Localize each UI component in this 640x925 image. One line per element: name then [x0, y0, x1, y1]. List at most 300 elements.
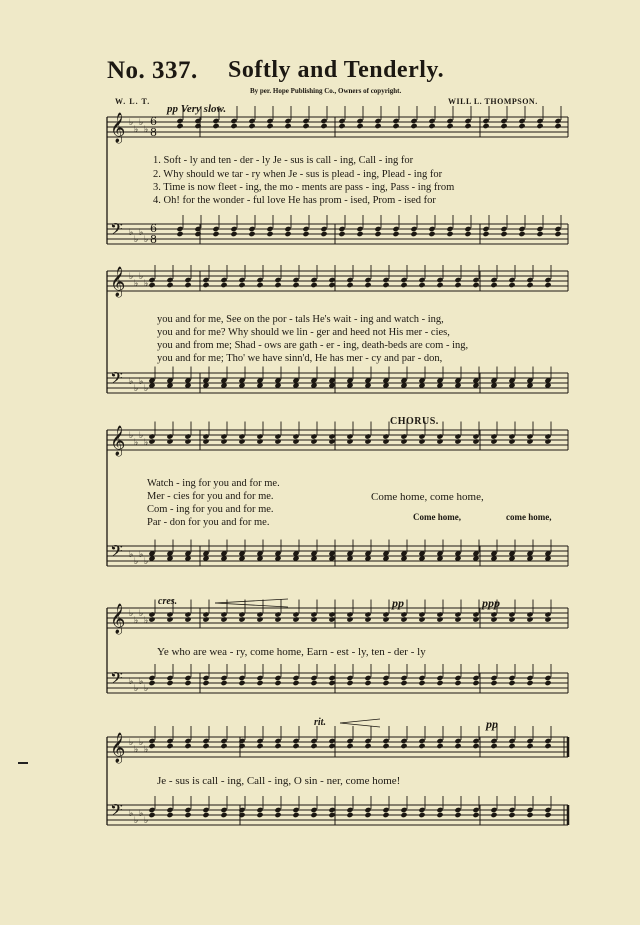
verse-line-1-3: 3. Time is now fleet - ing, the mo - ments are pass - ing, Pass - ing from — [153, 182, 455, 193]
note-head — [446, 118, 453, 124]
clef-glyph: 𝄢 — [110, 800, 123, 824]
note-head — [346, 438, 353, 444]
note-head — [302, 123, 309, 129]
clef-glyph: ♭ — [134, 384, 139, 394]
note-head — [184, 616, 191, 622]
note-head — [436, 616, 443, 622]
clef-glyph: 𝄢 — [110, 368, 123, 392]
note-head — [526, 812, 533, 818]
note-head — [176, 226, 183, 232]
note-head — [472, 812, 479, 818]
note-head — [284, 226, 291, 232]
note-head — [454, 611, 461, 617]
note-head — [554, 123, 561, 129]
note-head — [454, 616, 461, 622]
note-head — [202, 812, 209, 818]
note-head — [320, 226, 327, 232]
note-head — [508, 812, 515, 818]
note-head — [364, 438, 371, 444]
note-head — [274, 675, 281, 681]
note-head — [454, 738, 461, 744]
note-head — [220, 812, 227, 818]
note-head — [274, 743, 281, 749]
note-head — [184, 743, 191, 749]
note-head — [526, 738, 533, 744]
note-head — [490, 738, 497, 744]
note-head — [400, 675, 407, 681]
hymn-title: Softly and Tenderly. — [228, 57, 445, 83]
note-head — [148, 282, 155, 288]
note-head — [454, 680, 461, 686]
clef-glyph: ♭ — [129, 272, 134, 282]
note-head — [526, 611, 533, 617]
clef-glyph: ♭ — [139, 550, 144, 560]
clef-glyph: ♭ — [129, 377, 134, 387]
note-head — [238, 282, 245, 288]
note-head — [392, 231, 399, 237]
note-head — [436, 277, 443, 283]
note-head — [310, 675, 317, 681]
note-head — [256, 807, 263, 813]
note-head — [400, 807, 407, 813]
note-head — [148, 611, 155, 617]
note-head — [364, 616, 371, 622]
clef-glyph: ♭ — [144, 616, 149, 626]
clef-glyph: ♭ — [129, 677, 134, 687]
clef-glyph: ♭ — [144, 745, 149, 755]
note-head — [176, 123, 183, 129]
note-head — [418, 743, 425, 749]
note-head — [400, 611, 407, 617]
note-head — [256, 812, 263, 818]
note-head — [382, 743, 389, 749]
note-head — [400, 282, 407, 288]
note-head — [436, 433, 443, 439]
clefs — [110, 112, 157, 826]
note-head — [508, 738, 515, 744]
note-head — [508, 611, 515, 617]
note-head — [238, 438, 245, 444]
note-head — [230, 123, 237, 129]
verse-line-3-2: Mer - cies for you and for me. — [147, 491, 274, 502]
note-head — [346, 282, 353, 288]
note-head — [238, 743, 245, 749]
note-head — [346, 433, 353, 439]
note-head — [428, 118, 435, 124]
note-head — [544, 611, 551, 617]
note-head — [220, 675, 227, 681]
note-head — [418, 675, 425, 681]
note-head — [364, 282, 371, 288]
note-head — [274, 616, 281, 622]
note-head — [382, 675, 389, 681]
note-head — [256, 282, 263, 288]
note-head — [554, 118, 561, 124]
note-head — [364, 611, 371, 617]
note-head — [490, 807, 497, 813]
lyrics-line-4: Ye who are wea - ry, come home, Earn - est - ly, ten - der - ly — [157, 646, 426, 658]
note-head — [410, 123, 417, 129]
note-head — [310, 277, 317, 283]
note-head — [464, 118, 471, 124]
note-head — [148, 277, 155, 283]
clef-glyph: ♭ — [144, 816, 149, 826]
note-head — [346, 743, 353, 749]
note-head — [490, 438, 497, 444]
note-head — [356, 123, 363, 129]
note-head — [382, 277, 389, 283]
note-head — [544, 743, 551, 749]
note-head — [320, 231, 327, 237]
copyright-notice: By per. Hope Publishing Co., Owners of copyright. — [250, 87, 402, 95]
note-head — [310, 812, 317, 818]
note-head — [230, 118, 237, 124]
clef-glyph: ♭ — [134, 557, 139, 567]
note-head — [554, 226, 561, 232]
note-head — [292, 433, 299, 439]
note-head — [374, 123, 381, 129]
note-head — [184, 807, 191, 813]
note-head — [266, 231, 273, 237]
note-head — [490, 812, 497, 818]
note-head — [184, 277, 191, 283]
note-head — [508, 438, 515, 444]
staff-line — [215, 603, 288, 607]
note-head — [464, 231, 471, 237]
clef-glyph: ♭ — [139, 738, 144, 748]
note-head — [518, 123, 525, 129]
note-head — [454, 433, 461, 439]
note-head — [536, 231, 543, 237]
lyricist-credit: W. L. T. — [115, 97, 151, 106]
note-head — [490, 282, 497, 288]
verse-line-1-1: 1. Soft - ly and ten - der - ly Je - sus is call - ing, Call - ing for — [153, 155, 414, 166]
note-head — [292, 738, 299, 744]
note-head — [184, 611, 191, 617]
note-head — [526, 433, 533, 439]
note-head — [400, 738, 407, 744]
note-head — [428, 226, 435, 232]
clef-glyph: ♭ — [129, 809, 134, 819]
note-head — [212, 231, 219, 237]
note-head — [454, 812, 461, 818]
note-head — [400, 812, 407, 818]
note-head — [508, 616, 515, 622]
note-head — [202, 743, 209, 749]
note-head — [392, 118, 399, 124]
note-head — [274, 277, 281, 283]
note-head — [320, 118, 327, 124]
note-head — [544, 277, 551, 283]
note-head — [176, 118, 183, 124]
note-head — [238, 738, 245, 744]
note-head — [364, 675, 371, 681]
clef-glyph: ♭ — [134, 279, 139, 289]
note-head — [184, 675, 191, 681]
note-head — [338, 226, 345, 232]
note-head — [310, 807, 317, 813]
note-head — [436, 738, 443, 744]
staff-line — [215, 599, 288, 603]
note-head — [202, 433, 209, 439]
note-head — [490, 675, 497, 681]
note-head — [266, 123, 273, 129]
note-head — [536, 118, 543, 124]
note-head — [220, 277, 227, 283]
clef-glyph: 𝄞 — [110, 267, 126, 297]
ppp-marking: ppp — [482, 596, 500, 610]
note-head — [212, 118, 219, 124]
note-head — [472, 433, 479, 439]
note-head — [500, 231, 507, 237]
note-head — [202, 675, 209, 681]
note-head — [256, 611, 263, 617]
note-head — [454, 807, 461, 813]
note-head — [302, 231, 309, 237]
note-head — [472, 675, 479, 681]
note-head — [526, 282, 533, 288]
note-head — [454, 743, 461, 749]
verse-line-1-2: 2. Why should we tar - ry when Je - sus is plead - ing, Plead - ing for — [153, 169, 443, 180]
note-head — [454, 282, 461, 288]
chorus-echo-1: Come home, — [413, 512, 461, 522]
note-head — [184, 438, 191, 444]
note-head — [500, 118, 507, 124]
note-head — [148, 433, 155, 439]
note-head — [364, 277, 371, 283]
note-head — [202, 807, 209, 813]
note-head — [392, 123, 399, 129]
staff-line — [340, 719, 380, 723]
note-head — [472, 611, 479, 617]
note-head — [400, 743, 407, 749]
note-head — [202, 438, 209, 444]
note-head — [256, 433, 263, 439]
note-head — [544, 438, 551, 444]
clef-glyph: 𝄞 — [110, 426, 126, 456]
note-head — [292, 807, 299, 813]
clef-glyph: 𝄞 — [110, 113, 126, 143]
verse-line-2-1: you and for me, See on the por - tals He's wait - ing and watch - ing, — [157, 314, 444, 325]
clef-glyph: 8 — [150, 233, 157, 246]
note-head — [166, 675, 173, 681]
note-head — [166, 616, 173, 622]
clef-glyph: ♭ — [139, 377, 144, 387]
note-head — [392, 226, 399, 232]
note-head — [490, 277, 497, 283]
clef-glyph: ♭ — [144, 384, 149, 394]
clef-glyph: ♭ — [144, 235, 149, 245]
clef-glyph: 6 — [150, 115, 157, 128]
note-head — [266, 226, 273, 232]
note-head — [382, 738, 389, 744]
note-head — [148, 680, 155, 686]
note-head — [364, 743, 371, 749]
note-head — [292, 680, 299, 686]
note-head — [490, 433, 497, 439]
note-head — [220, 616, 227, 622]
note-head — [220, 438, 227, 444]
note-head — [212, 226, 219, 232]
note-head — [310, 433, 317, 439]
note-head — [220, 611, 227, 617]
note-head — [346, 680, 353, 686]
note-head — [256, 680, 263, 686]
note-head — [310, 438, 317, 444]
note-head — [454, 675, 461, 681]
rit-marking: rit. — [314, 717, 326, 728]
note-head — [248, 231, 255, 237]
note-head — [400, 680, 407, 686]
note-head — [364, 738, 371, 744]
note-head — [302, 226, 309, 232]
note-head — [508, 433, 515, 439]
note-head — [482, 123, 489, 129]
note-head — [166, 743, 173, 749]
note-head — [220, 807, 227, 813]
note-head — [382, 438, 389, 444]
note-head — [238, 680, 245, 686]
note-head — [364, 807, 371, 813]
chorus-main-text: Come home, come home, — [371, 491, 484, 503]
note-head — [472, 277, 479, 283]
clef-glyph: ♭ — [134, 684, 139, 694]
note-head — [436, 812, 443, 818]
note-head — [202, 282, 209, 288]
note-head — [256, 438, 263, 444]
note-head — [410, 231, 417, 237]
note-head — [544, 807, 551, 813]
note-head — [346, 812, 353, 818]
note-head — [356, 231, 363, 237]
clef-glyph: ♭ — [134, 745, 139, 755]
note-head — [310, 282, 317, 288]
note-head — [220, 433, 227, 439]
note-head — [238, 611, 245, 617]
note-head — [184, 282, 191, 288]
note-head — [284, 118, 291, 124]
note-head — [166, 680, 173, 686]
note-head — [544, 675, 551, 681]
note-head — [148, 812, 155, 818]
note-head — [508, 807, 515, 813]
note-head — [526, 680, 533, 686]
note-head — [274, 680, 281, 686]
note-head — [482, 231, 489, 237]
note-head — [310, 611, 317, 617]
note-head — [292, 675, 299, 681]
clef-glyph: ♭ — [129, 431, 134, 441]
note-head — [256, 277, 263, 283]
note-head — [274, 433, 281, 439]
note-head — [518, 118, 525, 124]
note-head — [230, 231, 237, 237]
composer-credit: WILL L. THOMPSON. — [448, 97, 538, 106]
note-head — [212, 123, 219, 129]
clef-glyph: ♭ — [129, 609, 134, 619]
clef-glyph: 6 — [150, 222, 157, 235]
note-head — [194, 123, 201, 129]
note-head — [356, 226, 363, 232]
note-head — [418, 680, 425, 686]
note-head — [464, 123, 471, 129]
hymn-number: No. 337. — [107, 57, 198, 84]
note-head — [446, 123, 453, 129]
note-head — [418, 277, 425, 283]
note-head — [346, 807, 353, 813]
note-head — [454, 438, 461, 444]
clef-glyph: 𝄢 — [110, 219, 123, 243]
note-head — [400, 277, 407, 283]
note-head — [274, 738, 281, 744]
note-head — [166, 282, 173, 288]
note-head — [436, 675, 443, 681]
note-head — [446, 231, 453, 237]
note-head — [374, 226, 381, 232]
note-head — [490, 611, 497, 617]
note-head — [356, 118, 363, 124]
note-head — [418, 611, 425, 617]
note-head — [302, 118, 309, 124]
note-head — [274, 807, 281, 813]
note-head — [508, 743, 515, 749]
verse-line-2-4: you and for me; Tho' we have sinn'd, He has mer - cy and par - don, — [157, 353, 443, 364]
note-head — [400, 433, 407, 439]
note-head — [230, 226, 237, 232]
verse-line-2-2: you and for me? Why should we lin - ger and heed not His mer - cies, — [157, 327, 450, 338]
note-head — [266, 118, 273, 124]
note-head — [220, 738, 227, 744]
note-head — [320, 123, 327, 129]
clef-glyph: ♭ — [139, 272, 144, 282]
note-head — [544, 616, 551, 622]
note-head — [220, 282, 227, 288]
note-head — [508, 675, 515, 681]
note-head — [346, 616, 353, 622]
clef-glyph: ♭ — [129, 550, 134, 560]
note-head — [274, 611, 281, 617]
note-head — [508, 680, 515, 686]
note-head — [310, 743, 317, 749]
note-head — [166, 738, 173, 744]
note-head — [418, 807, 425, 813]
note-head — [238, 812, 245, 818]
clef-glyph: ♭ — [144, 279, 149, 289]
note-head — [184, 812, 191, 818]
clef-glyph: ♭ — [139, 809, 144, 819]
note-head — [544, 812, 551, 818]
note-head — [374, 118, 381, 124]
note-head — [202, 277, 209, 283]
note-head — [256, 675, 263, 681]
note-head — [526, 807, 533, 813]
clef-glyph: 𝄞 — [110, 733, 126, 763]
clef-glyph: ♭ — [144, 438, 149, 448]
note-head — [256, 743, 263, 749]
clef-glyph: 𝄢 — [110, 668, 123, 692]
note-head — [346, 277, 353, 283]
note-head — [554, 231, 561, 237]
clef-glyph: 𝄞 — [110, 604, 126, 634]
note-head — [410, 118, 417, 124]
verse-line-1-4: 4. Oh! for the wonder - ful love He has prom - ised, Prom - ised for — [153, 195, 436, 206]
note-head — [382, 616, 389, 622]
note-head — [436, 680, 443, 686]
note-head — [472, 438, 479, 444]
note-head — [472, 282, 479, 288]
note-head — [526, 616, 533, 622]
pp-final-marking: pp — [486, 717, 498, 731]
